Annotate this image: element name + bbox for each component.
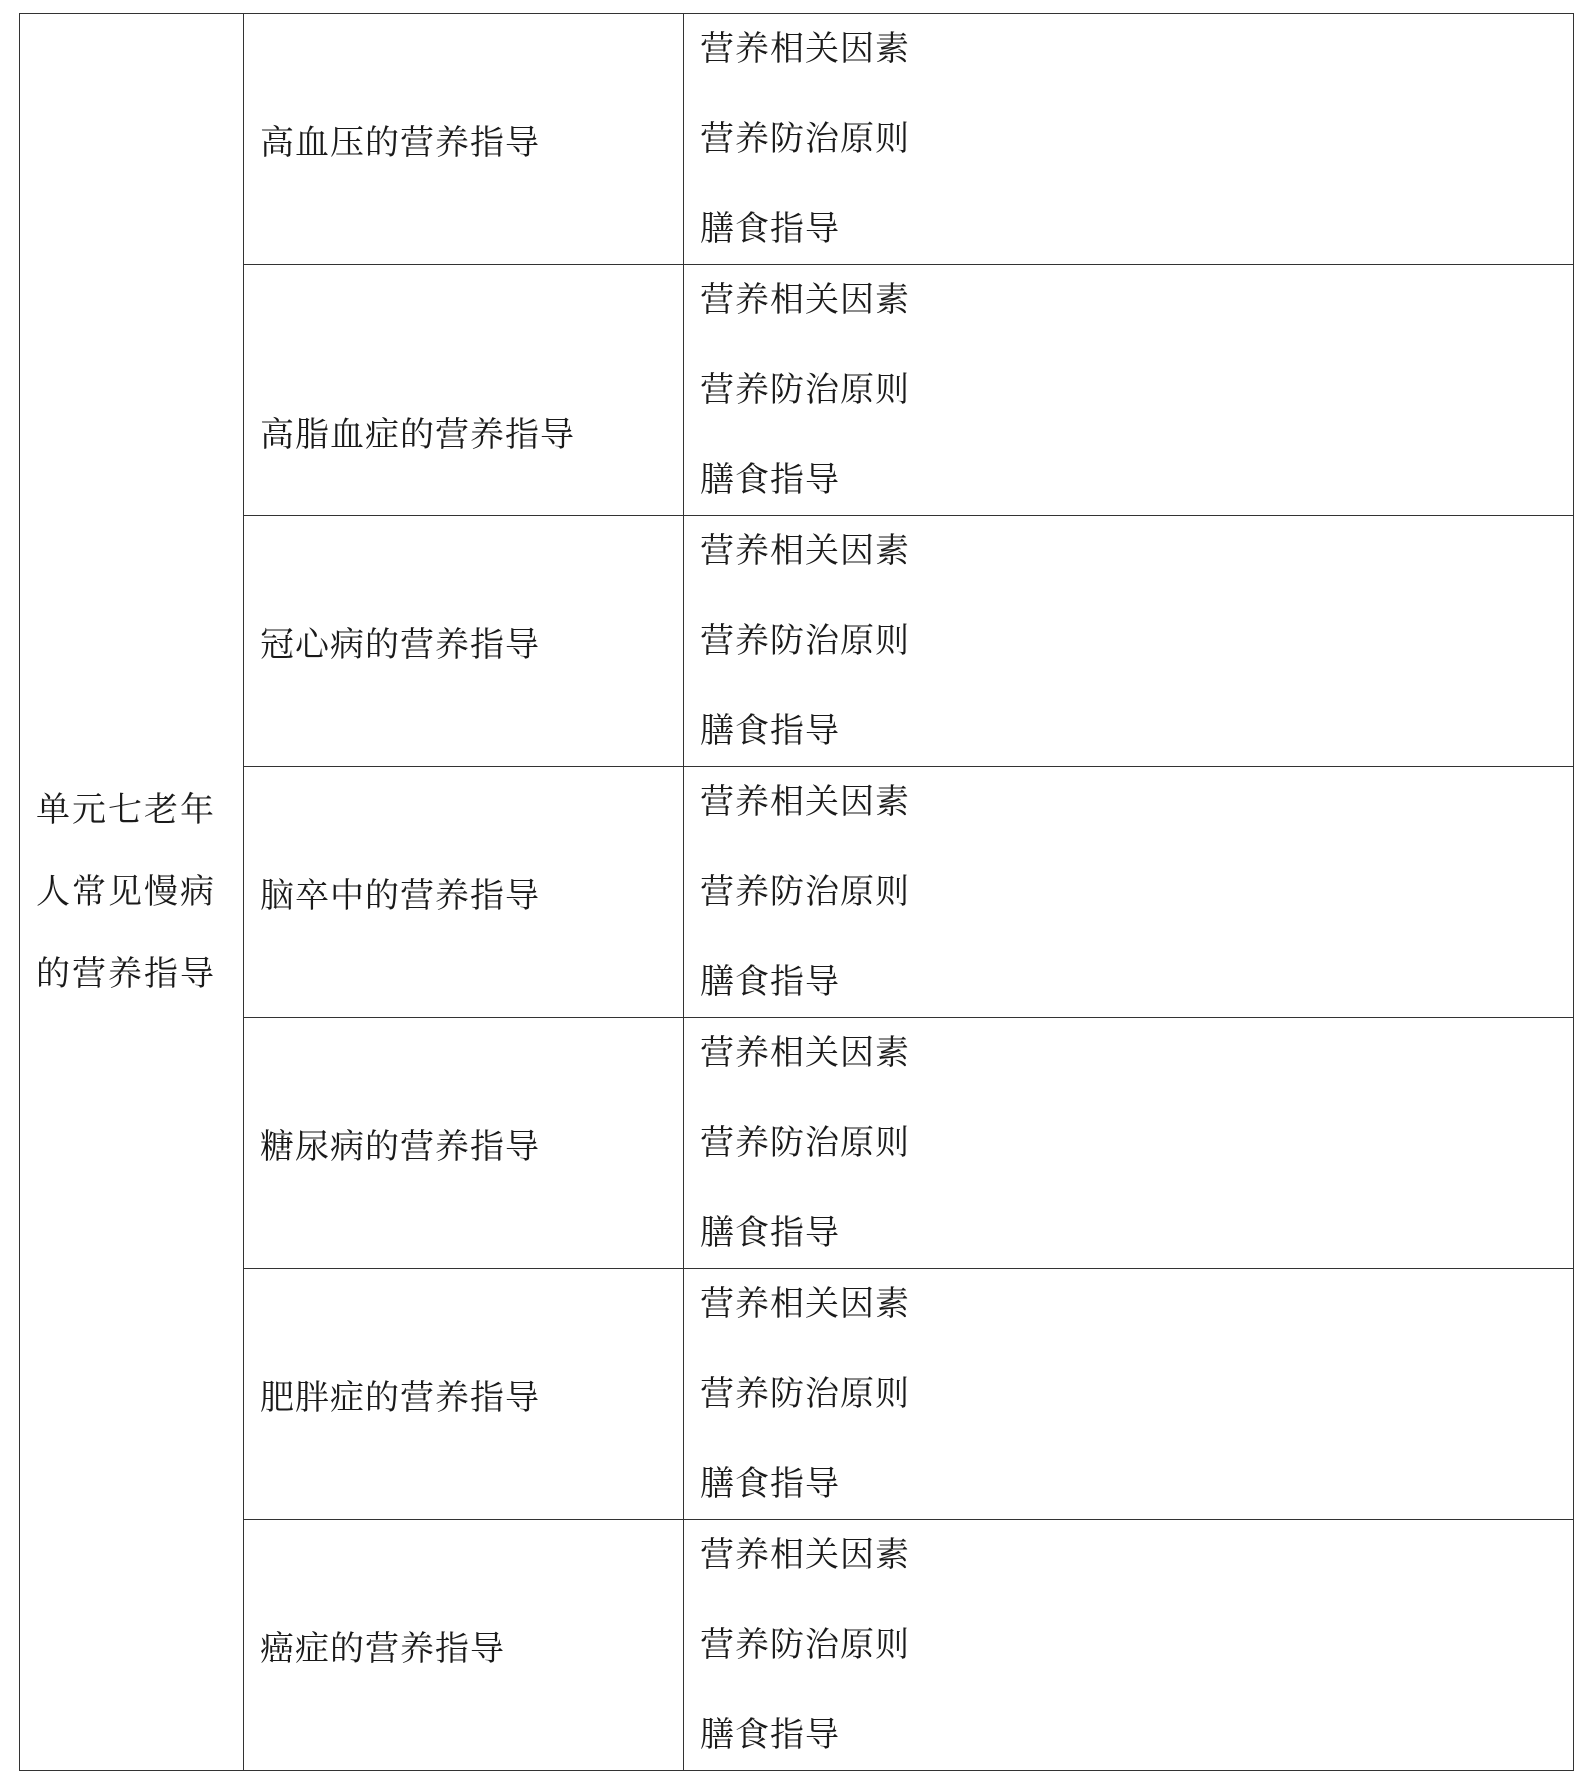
subtopic-item: 膳食指导 <box>700 460 840 500</box>
subtopic-item: 营养相关因素 <box>700 531 910 571</box>
topic-label: 高脂血症的营养指导 <box>260 414 575 455</box>
topic-label: 癌症的营养指导 <box>260 1628 505 1669</box>
topic-cell <box>244 265 684 516</box>
subtopic-cell <box>684 14 1574 265</box>
subtopic-item: 营养相关因素 <box>700 1033 910 1073</box>
table-row <box>20 14 1574 265</box>
topic-cell <box>244 1018 684 1269</box>
table-row <box>20 1018 1574 1269</box>
subtopic-item: 营养防治原则 <box>700 621 910 661</box>
topic-label: 高血压的营养指导 <box>260 122 540 163</box>
subtopic-cell <box>684 1269 1574 1520</box>
subtopic-item: 营养防治原则 <box>700 370 910 410</box>
subtopic-item: 营养防治原则 <box>700 1625 910 1665</box>
subtopic-item: 膳食指导 <box>700 1464 840 1504</box>
subtopic-item: 营养防治原则 <box>700 872 910 912</box>
subtopic-item: 膳食指导 <box>700 1213 840 1253</box>
topic-label: 糖尿病的营养指导 <box>260 1126 540 1167</box>
curriculum-table <box>19 13 1574 1771</box>
subtopic-cell <box>684 265 1574 516</box>
subtopic-item: 膳食指导 <box>700 1715 840 1755</box>
topic-cell <box>244 14 684 265</box>
subtopic-item: 营养防治原则 <box>700 1123 910 1163</box>
topic-cell <box>244 1269 684 1520</box>
subtopic-item: 营养相关因素 <box>700 1535 910 1575</box>
topic-cell <box>244 1520 684 1771</box>
subtopic-cell <box>684 516 1574 767</box>
subtopic-item: 膳食指导 <box>700 711 840 751</box>
subtopic-item: 营养相关因素 <box>700 782 910 822</box>
table-row <box>20 1269 1574 1520</box>
table-row <box>20 1520 1574 1771</box>
subtopic-item: 营养防治原则 <box>700 1374 910 1414</box>
topic-label: 肥胖症的营养指导 <box>260 1377 540 1418</box>
subtopic-item: 膳食指导 <box>700 962 840 1002</box>
unit-label: 单元七老年人常见慢病的营养指导 <box>36 790 216 994</box>
topic-cell <box>244 516 684 767</box>
table-row <box>20 516 1574 767</box>
subtopic-item: 营养相关因素 <box>700 280 910 320</box>
subtopic-item: 膳食指导 <box>700 209 840 249</box>
subtopic-item: 营养相关因素 <box>700 1284 910 1324</box>
subtopic-cell <box>684 767 1574 1018</box>
table-row <box>20 265 1574 516</box>
table-row <box>20 767 1574 1018</box>
topic-cell <box>244 767 684 1018</box>
subtopic-item: 营养防治原则 <box>700 119 910 159</box>
subtopic-item: 营养相关因素 <box>700 29 910 69</box>
unit-cell <box>20 14 244 1771</box>
topic-label: 脑卒中的营养指导 <box>260 875 540 916</box>
subtopic-cell <box>684 1018 1574 1269</box>
topic-label: 冠心病的营养指导 <box>260 624 540 665</box>
subtopic-cell <box>684 1520 1574 1771</box>
